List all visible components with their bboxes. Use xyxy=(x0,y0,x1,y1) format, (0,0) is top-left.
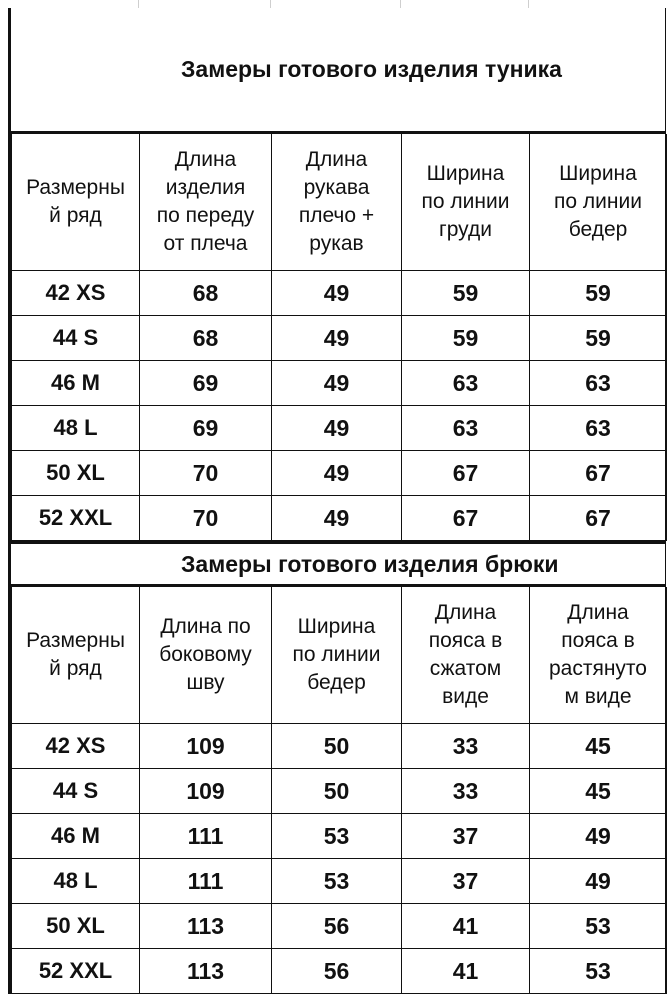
header-line: бедер xyxy=(568,218,628,241)
measure-cell: 109 xyxy=(140,769,272,814)
measure-cell: 33 xyxy=(402,769,530,814)
header-line: Ширина xyxy=(559,162,637,185)
tunic-header-cell xyxy=(140,134,272,271)
header-line: растянуто xyxy=(548,657,647,680)
measure-cell: 41 xyxy=(402,949,530,994)
measure-cell: 37 xyxy=(402,814,530,859)
measure-cell: 63 xyxy=(402,406,530,451)
table-row xyxy=(12,361,667,406)
size-cell: 50 XL xyxy=(12,904,140,949)
size-cell: 42 XS xyxy=(12,724,140,769)
header-line: пояса в xyxy=(428,629,503,652)
measure-cell: 33 xyxy=(402,724,530,769)
header-line: Размерны xyxy=(26,176,125,199)
pants-header-row xyxy=(12,587,667,724)
size-cell: 44 S xyxy=(12,316,140,361)
measure-cell: 49 xyxy=(530,859,667,904)
size-chart-sheet xyxy=(8,8,666,994)
table-row xyxy=(12,904,667,949)
table-row xyxy=(12,724,667,769)
size-cell: 46 M xyxy=(12,814,140,859)
pants-title: Замеры готового изделия брюки xyxy=(11,541,665,587)
header-line: по линии xyxy=(421,190,510,213)
measure-cell: 67 xyxy=(530,496,667,541)
measure-cell: 49 xyxy=(272,406,402,451)
pants-header-cell xyxy=(12,587,140,724)
header-line: Длина xyxy=(434,601,497,624)
measure-cell: 53 xyxy=(272,814,402,859)
table-row xyxy=(12,814,667,859)
header-line: рукава xyxy=(303,176,370,199)
table-row xyxy=(12,769,667,814)
measure-cell: 45 xyxy=(530,769,667,814)
size-cell: 46 M xyxy=(12,361,140,406)
header-line: Длина по xyxy=(160,615,251,638)
header-line: по переду xyxy=(156,204,255,227)
header-line: шву xyxy=(186,671,225,694)
header-line: Ширина xyxy=(426,162,505,185)
tunic-title: Замеры готового изделия туника xyxy=(11,8,665,134)
table-row xyxy=(12,859,667,904)
header-line: боковому xyxy=(159,643,252,666)
sheet-gridlines xyxy=(0,0,667,8)
measure-cell: 68 xyxy=(140,271,272,316)
header-line: груди xyxy=(439,218,492,241)
header-line: виде xyxy=(442,685,489,708)
measure-cell: 70 xyxy=(140,451,272,496)
pants-header-cell xyxy=(272,587,402,724)
header-line: плечо + xyxy=(298,204,375,227)
measure-cell: 68 xyxy=(140,316,272,361)
header-line: бедер xyxy=(307,671,366,694)
table-row xyxy=(12,451,667,496)
tunic-header-cell xyxy=(12,134,140,271)
measure-cell: 53 xyxy=(530,949,667,994)
measure-cell: 53 xyxy=(530,904,667,949)
size-cell: 50 XL xyxy=(12,451,140,496)
measure-cell: 56 xyxy=(272,949,402,994)
size-cell: 48 L xyxy=(12,406,140,451)
table-row xyxy=(12,406,667,451)
header-line: пояса в xyxy=(561,629,635,652)
table-row xyxy=(12,316,667,361)
pants-header-cell xyxy=(402,587,530,724)
measure-cell: 63 xyxy=(530,406,667,451)
measure-cell: 67 xyxy=(402,496,530,541)
measure-cell: 67 xyxy=(530,451,667,496)
header-line: по линии xyxy=(292,643,381,666)
measure-cell: 49 xyxy=(272,316,402,361)
measure-cell: 69 xyxy=(140,361,272,406)
header-line: изделия xyxy=(165,176,246,199)
measure-cell: 113 xyxy=(140,904,272,949)
table-row xyxy=(12,496,667,541)
measure-cell: 49 xyxy=(530,814,667,859)
header-line: й ряд xyxy=(49,657,102,680)
measure-cell: 69 xyxy=(140,406,272,451)
tunic-header-cell xyxy=(402,134,530,271)
header-line: м виде xyxy=(564,685,632,708)
header-line: й ряд xyxy=(49,204,102,227)
measure-cell: 56 xyxy=(272,904,402,949)
measure-cell: 49 xyxy=(272,451,402,496)
table-row xyxy=(12,949,667,994)
measure-cell: 50 xyxy=(272,769,402,814)
measure-cell: 37 xyxy=(402,859,530,904)
measure-cell: 59 xyxy=(402,316,530,361)
pants-header-cell xyxy=(140,587,272,724)
measure-cell: 113 xyxy=(140,949,272,994)
pants-header-cell xyxy=(530,587,667,724)
size-cell: 52 XXL xyxy=(12,949,140,994)
tunic-header-row xyxy=(12,134,667,271)
measure-cell: 49 xyxy=(272,361,402,406)
tunic-header-cell xyxy=(272,134,402,271)
measure-cell: 70 xyxy=(140,496,272,541)
header-line: по линии xyxy=(554,190,642,213)
header-line: рукав xyxy=(309,232,364,255)
measure-cell: 111 xyxy=(140,814,272,859)
header-line: Ширина xyxy=(297,615,376,638)
measure-cell: 59 xyxy=(530,316,667,361)
header-line: от плеча xyxy=(163,232,248,255)
measure-cell: 63 xyxy=(530,361,667,406)
measure-cell: 53 xyxy=(272,859,402,904)
size-cell: 52 XXL xyxy=(12,496,140,541)
header-line: Размерны xyxy=(26,629,125,652)
measure-cell: 49 xyxy=(272,271,402,316)
measure-cell: 111 xyxy=(140,859,272,904)
header-line: Длина xyxy=(567,601,629,624)
header-line: Длина xyxy=(174,148,237,171)
header-line: сжатом xyxy=(429,657,502,680)
pants-table xyxy=(11,587,667,994)
tunic-header-cell xyxy=(530,134,667,271)
measure-cell: 59 xyxy=(530,271,667,316)
header-line: Длина xyxy=(305,148,368,171)
size-cell: 42 XS xyxy=(12,271,140,316)
table-row xyxy=(12,271,667,316)
size-cell: 48 L xyxy=(12,859,140,904)
size-cell: 44 S xyxy=(12,769,140,814)
measure-cell: 67 xyxy=(402,451,530,496)
measure-cell: 59 xyxy=(402,271,530,316)
measure-cell: 63 xyxy=(402,361,530,406)
tunic-table xyxy=(11,134,667,541)
measure-cell: 109 xyxy=(140,724,272,769)
measure-cell: 49 xyxy=(272,496,402,541)
measure-cell: 41 xyxy=(402,904,530,949)
measure-cell: 45 xyxy=(530,724,667,769)
measure-cell: 50 xyxy=(272,724,402,769)
